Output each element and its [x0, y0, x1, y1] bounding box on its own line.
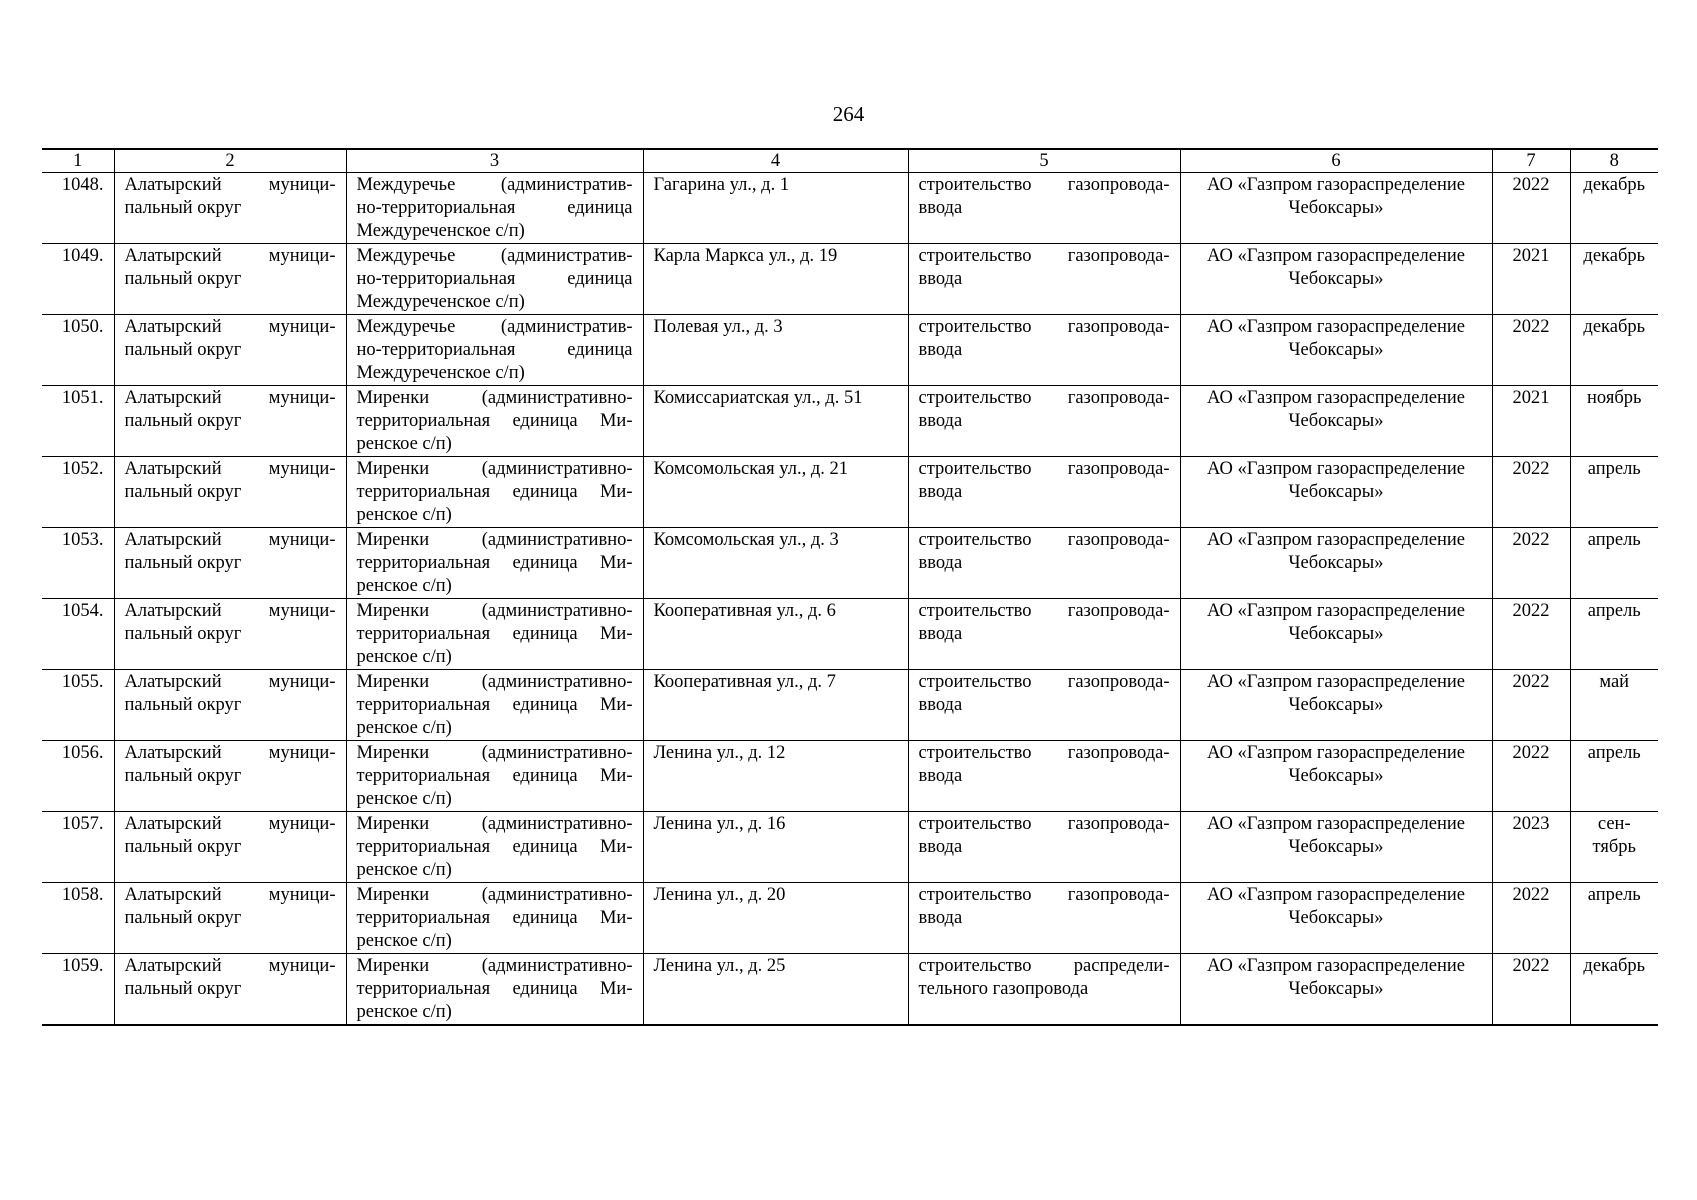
month-cell: [1570, 670, 1658, 741]
month-line: апрель: [1587, 601, 1641, 621]
work-line: строительство распредели-: [918, 956, 1170, 976]
year-cell: 2022: [1492, 599, 1570, 670]
district-cell: [114, 954, 346, 1026]
month-line: апрель: [1587, 530, 1641, 550]
district-cell: [114, 599, 346, 670]
month-line: декабрь: [1583, 246, 1646, 266]
locality-line: территориальная единица Ми-: [356, 482, 633, 502]
gasification-table: [42, 148, 1658, 1026]
work-type-cell: [908, 883, 1180, 954]
month-line: декабрь: [1583, 175, 1646, 195]
work-line: ввода: [918, 837, 963, 857]
work-line: ввода: [918, 766, 963, 786]
locality-line: Междуреченское с/п): [356, 221, 525, 241]
executor-cell: [1180, 315, 1492, 386]
row-number: 1058.: [42, 883, 114, 954]
work-type-cell: [908, 315, 1180, 386]
executor-cell: [1180, 599, 1492, 670]
work-type-cell: [908, 173, 1180, 244]
locality-line: Миренки (административно-: [356, 601, 633, 621]
month-cell: [1570, 315, 1658, 386]
district-line: пальный округ: [124, 340, 242, 360]
year-cell: 2022: [1492, 457, 1570, 528]
executor-line: Чебоксары»: [1288, 766, 1384, 786]
district-line: Алатырский муници-: [124, 530, 336, 550]
district-line: пальный округ: [124, 624, 242, 644]
district-line: пальный округ: [124, 766, 242, 786]
address-cell: Гагарина ул., д. 1: [643, 173, 908, 244]
locality-line: ренское с/п): [356, 718, 452, 738]
district-line: Алатырский муници-: [124, 814, 336, 834]
executor-line: Чебоксары»: [1288, 624, 1384, 644]
work-line: ввода: [918, 340, 963, 360]
district-line: Алатырский муници-: [124, 388, 336, 408]
address-cell: Кооперативная ул., д. 6: [643, 599, 908, 670]
executor-line: Чебоксары»: [1288, 411, 1384, 431]
executor-cell: [1180, 386, 1492, 457]
district-cell: [114, 173, 346, 244]
locality-line: территориальная единица Ми-: [356, 837, 633, 857]
district-cell: [114, 670, 346, 741]
address-cell: Ленина ул., д. 20: [643, 883, 908, 954]
column-header: 6: [1180, 149, 1492, 173]
district-line: пальный округ: [124, 695, 242, 715]
locality-line: ренское с/п): [356, 505, 452, 525]
executor-cell: [1180, 741, 1492, 812]
executor-line: Чебоксары»: [1288, 269, 1384, 289]
locality-cell: [346, 457, 643, 528]
month-cell: [1570, 173, 1658, 244]
executor-line: АО «Газпром газораспределение: [1207, 530, 1465, 550]
row-number: 1056.: [42, 741, 114, 812]
executor-line: АО «Газпром газораспределение: [1207, 246, 1465, 266]
month-cell: [1570, 457, 1658, 528]
district-line: пальный округ: [124, 553, 242, 573]
month-cell: [1570, 741, 1658, 812]
column-header: 7: [1492, 149, 1570, 173]
locality-line: Миренки (административно-: [356, 459, 633, 479]
locality-line: территориальная единица Ми-: [356, 979, 633, 999]
locality-line: Междуречье (административ-: [356, 317, 633, 337]
locality-line: территориальная единица Ми-: [356, 695, 633, 715]
executor-line: АО «Газпром газораспределение: [1207, 175, 1465, 195]
locality-line: ренское с/п): [356, 434, 452, 454]
district-line: пальный округ: [124, 198, 242, 218]
district-line: Алатырский муници-: [124, 885, 336, 905]
executor-cell: [1180, 954, 1492, 1026]
page-number: 264: [832, 102, 865, 126]
table-row: [42, 741, 1658, 812]
district-cell: [114, 457, 346, 528]
address-cell: Ленина ул., д. 12: [643, 741, 908, 812]
row-number: 1053.: [42, 528, 114, 599]
locality-line: ренское с/п): [356, 789, 452, 809]
locality-cell: [346, 528, 643, 599]
address-cell: Комсомольская ул., д. 3: [643, 528, 908, 599]
month-cell: [1570, 812, 1658, 883]
locality-line: территориальная единица Ми-: [356, 624, 633, 644]
locality-line: Миренки (административно-: [356, 672, 633, 692]
executor-line: Чебоксары»: [1288, 908, 1384, 928]
locality-line: территориальная единица Ми-: [356, 411, 633, 431]
year-cell: 2022: [1492, 173, 1570, 244]
locality-line: Междуреченское с/п): [356, 292, 525, 312]
executor-cell: [1180, 883, 1492, 954]
row-number: 1048.: [42, 173, 114, 244]
locality-line: территориальная единица Ми-: [356, 553, 633, 573]
locality-cell: [346, 599, 643, 670]
row-number: 1049.: [42, 244, 114, 315]
address-cell: Полевая ул., д. 3: [643, 315, 908, 386]
work-line: ввода: [918, 482, 963, 502]
district-line: пальный округ: [124, 908, 242, 928]
locality-cell: [346, 883, 643, 954]
executor-line: Чебоксары»: [1288, 553, 1384, 573]
work-type-cell: [908, 812, 1180, 883]
column-header: 2: [114, 149, 346, 173]
executor-line: АО «Газпром газораспределение: [1207, 459, 1465, 479]
year-cell: 2022: [1492, 741, 1570, 812]
district-line: пальный округ: [124, 269, 242, 289]
locality-line: Междуречье (административ-: [356, 175, 633, 195]
locality-cell: [346, 173, 643, 244]
executor-line: АО «Газпром газораспределение: [1207, 601, 1465, 621]
table-body: [42, 173, 1658, 1026]
locality-line: ренское с/п): [356, 576, 452, 596]
executor-cell: [1180, 244, 1492, 315]
month-line: апрель: [1587, 743, 1641, 763]
executor-line: Чебоксары»: [1288, 482, 1384, 502]
work-line: строительство газопровода-: [918, 885, 1170, 905]
district-cell: [114, 315, 346, 386]
month-cell: [1570, 244, 1658, 315]
work-type-cell: [908, 386, 1180, 457]
locality-line: Междуречье (административ-: [356, 246, 633, 266]
month-line: декабрь: [1583, 956, 1646, 976]
district-line: Алатырский муници-: [124, 672, 336, 692]
district-line: Алатырский муници-: [124, 743, 336, 763]
executor-line: АО «Газпром газораспределение: [1207, 743, 1465, 763]
year-cell: 2022: [1492, 315, 1570, 386]
locality-line: Миренки (административно-: [356, 388, 633, 408]
table-row: [42, 386, 1658, 457]
year-cell: 2022: [1492, 954, 1570, 1026]
year-cell: 2021: [1492, 386, 1570, 457]
district-cell: [114, 244, 346, 315]
month-line: апрель: [1587, 885, 1641, 905]
work-line: строительство газопровода-: [918, 317, 1170, 337]
work-type-cell: [908, 457, 1180, 528]
work-line: ввода: [918, 553, 963, 573]
work-line: строительство газопровода-: [918, 672, 1170, 692]
year-cell: 2023: [1492, 812, 1570, 883]
district-line: пальный округ: [124, 482, 242, 502]
locality-line: ренское с/п): [356, 1002, 452, 1022]
year-cell: 2022: [1492, 528, 1570, 599]
locality-line: Миренки (административно-: [356, 743, 633, 763]
executor-line: АО «Газпром газораспределение: [1207, 672, 1465, 692]
work-line: ввода: [918, 695, 963, 715]
table-row: [42, 812, 1658, 883]
table-row: [42, 528, 1658, 599]
year-cell: 2022: [1492, 670, 1570, 741]
locality-line: Миренки (административно-: [356, 814, 633, 834]
work-line: строительство газопровода-: [918, 246, 1170, 266]
locality-line: но-территориальная единица: [356, 340, 633, 360]
locality-cell: [346, 741, 643, 812]
executor-cell: [1180, 812, 1492, 883]
district-cell: [114, 812, 346, 883]
work-line: строительство газопровода-: [918, 459, 1170, 479]
executor-line: Чебоксары»: [1288, 198, 1384, 218]
locality-line: но-территориальная единица: [356, 269, 633, 289]
district-cell: [114, 741, 346, 812]
year-cell: 2022: [1492, 883, 1570, 954]
work-line: строительство газопровода-: [918, 601, 1170, 621]
table-row: [42, 883, 1658, 954]
row-number: 1057.: [42, 812, 114, 883]
row-number: 1054.: [42, 599, 114, 670]
executor-line: Чебоксары»: [1288, 695, 1384, 715]
district-cell: [114, 883, 346, 954]
column-header: 8: [1570, 149, 1658, 173]
address-cell: Комиссариатская ул., д. 51: [643, 386, 908, 457]
executor-line: АО «Газпром газораспределение: [1207, 388, 1465, 408]
district-line: Алатырский муници-: [124, 175, 336, 195]
row-number: 1051.: [42, 386, 114, 457]
locality-line: ренское с/п): [356, 860, 452, 880]
district-line: Алатырский муници-: [124, 956, 336, 976]
executor-line: АО «Газпром газораспределение: [1207, 956, 1465, 976]
month-line: ноябрь: [1587, 388, 1642, 408]
month-line: апрель: [1587, 459, 1641, 479]
work-line: строительство газопровода-: [918, 530, 1170, 550]
table-row: [42, 599, 1658, 670]
table-row: [42, 954, 1658, 1026]
table-row: [42, 244, 1658, 315]
locality-line: Миренки (административно-: [356, 885, 633, 905]
district-line: пальный округ: [124, 411, 242, 431]
executor-cell: [1180, 457, 1492, 528]
month-cell: [1570, 386, 1658, 457]
locality-line: Миренки (административно-: [356, 530, 633, 550]
column-header: 1: [42, 149, 114, 173]
locality-line: но-территориальная единица: [356, 198, 633, 218]
address-cell: Кооперативная ул., д. 7: [643, 670, 908, 741]
executor-cell: [1180, 173, 1492, 244]
work-line: строительство газопровода-: [918, 175, 1170, 195]
district-line: Алатырский муници-: [124, 317, 336, 337]
work-type-cell: [908, 670, 1180, 741]
locality-line: территориальная единица Ми-: [356, 908, 633, 928]
row-number: 1055.: [42, 670, 114, 741]
month-cell: [1570, 883, 1658, 954]
locality-line: Миренки (административно-: [356, 956, 633, 976]
month-cell: [1570, 528, 1658, 599]
district-cell: [114, 386, 346, 457]
locality-cell: [346, 670, 643, 741]
work-type-cell: [908, 741, 1180, 812]
work-line: строительство газопровода-: [918, 388, 1170, 408]
locality-line: Междуреченское с/п): [356, 363, 525, 383]
executor-line: АО «Газпром газораспределение: [1207, 885, 1465, 905]
month-cell: [1570, 954, 1658, 1026]
work-line: ввода: [918, 624, 963, 644]
year-cell: 2021: [1492, 244, 1570, 315]
row-number: 1059.: [42, 954, 114, 1026]
district-line: Алатырский муници-: [124, 601, 336, 621]
row-number: 1052.: [42, 457, 114, 528]
district-line: пальный округ: [124, 837, 242, 857]
work-line: тельного газопровода: [918, 979, 1089, 999]
executor-cell: [1180, 670, 1492, 741]
table-row: [42, 315, 1658, 386]
work-line: ввода: [918, 269, 963, 289]
work-type-cell: [908, 954, 1180, 1026]
row-number: 1050.: [42, 315, 114, 386]
column-header: 5: [908, 149, 1180, 173]
executor-line: Чебоксары»: [1288, 979, 1384, 999]
executor-line: Чебоксары»: [1288, 340, 1384, 360]
address-cell: Карла Маркса ул., д. 19: [643, 244, 908, 315]
column-header: 4: [643, 149, 908, 173]
work-line: строительство газопровода-: [918, 743, 1170, 763]
address-cell: Ленина ул., д. 25: [643, 954, 908, 1026]
month-cell: [1570, 599, 1658, 670]
district-line: пальный округ: [124, 979, 242, 999]
locality-cell: [346, 812, 643, 883]
address-cell: Комсомольская ул., д. 21: [643, 457, 908, 528]
month-line: тябрь: [1592, 837, 1636, 857]
district-cell: [114, 528, 346, 599]
column-header: 3: [346, 149, 643, 173]
locality-line: ренское с/п): [356, 931, 452, 951]
table-row: [42, 670, 1658, 741]
work-type-cell: [908, 528, 1180, 599]
work-line: строительство газопровода-: [918, 814, 1170, 834]
work-line: ввода: [918, 908, 963, 928]
locality-line: территориальная единица Ми-: [356, 766, 633, 786]
locality-line: ренское с/п): [356, 647, 452, 667]
executor-cell: [1180, 528, 1492, 599]
locality-cell: [346, 954, 643, 1026]
executor-line: АО «Газпром газораспределение: [1207, 317, 1465, 337]
address-cell: Ленина ул., д. 16: [643, 812, 908, 883]
table-row: [42, 457, 1658, 528]
month-line: сен-: [1597, 814, 1631, 834]
month-line: май: [1599, 672, 1630, 692]
locality-cell: [346, 244, 643, 315]
district-line: Алатырский муници-: [124, 246, 336, 266]
work-line: ввода: [918, 411, 963, 431]
work-type-cell: [908, 599, 1180, 670]
executor-line: АО «Газпром газораспределение: [1207, 814, 1465, 834]
executor-line: Чебоксары»: [1288, 837, 1384, 857]
table-row: [42, 173, 1658, 244]
work-line: ввода: [918, 198, 963, 218]
month-line: декабрь: [1583, 317, 1646, 337]
district-line: Алатырский муници-: [124, 459, 336, 479]
work-type-cell: [908, 244, 1180, 315]
locality-cell: [346, 315, 643, 386]
column-number-row: [42, 149, 1658, 173]
locality-cell: [346, 386, 643, 457]
